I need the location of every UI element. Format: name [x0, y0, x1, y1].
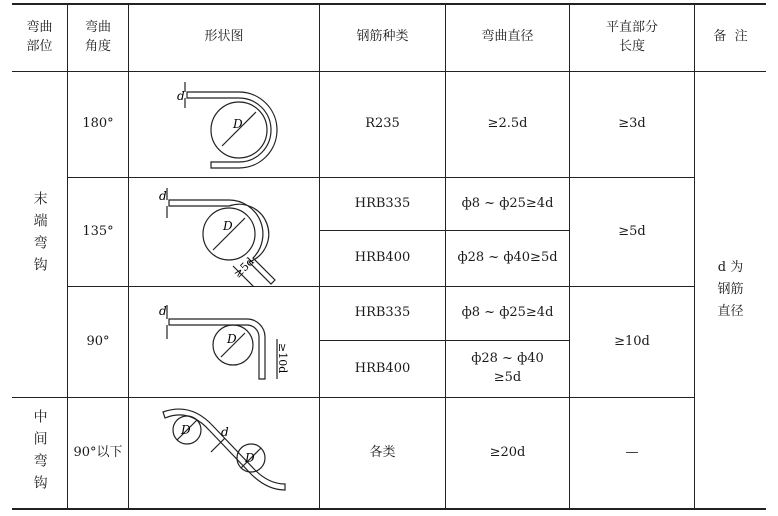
row-straight: — — [625, 444, 639, 460]
row-diameter: ≥2.5d — [487, 116, 528, 132]
row-angle: 90° — [86, 333, 110, 349]
rebar-shape — [169, 319, 265, 379]
row-diameter: ≥20d — [489, 444, 526, 460]
header-straight: 平直部分 长度 — [605, 19, 658, 54]
row-steel: R235 — [365, 116, 400, 132]
group-end-hook: 末端弯钩 — [31, 190, 48, 279]
row-diameter: ф8 ~ ф25≥4d — [461, 195, 554, 211]
row-steel: HRB335 — [354, 195, 411, 211]
row-straight: ≥3d — [618, 116, 646, 132]
label-d: d — [159, 304, 167, 318]
rebar-shape — [169, 200, 275, 284]
hook-90-diagram — [129, 287, 319, 397]
row-angle: 135° — [82, 223, 114, 239]
row-steel: HRB400 — [354, 250, 411, 266]
label-D: D — [227, 332, 237, 346]
label-D: D — [245, 451, 255, 465]
row-steel: HRB400 — [354, 360, 411, 376]
row-steel: 各类 — [369, 444, 396, 460]
header-shape: 形状图 — [204, 29, 244, 45]
hook-135-diagram — [129, 178, 319, 286]
header-diameter: 弯曲直径 — [481, 29, 534, 45]
middle-bend-diagram — [129, 398, 319, 508]
header-position: 弯曲 部位 — [26, 19, 53, 54]
label-d: d — [221, 425, 229, 439]
table-bottom-border — [12, 508, 766, 510]
header-angle: 弯曲 角度 — [84, 19, 111, 54]
label-d: d — [177, 89, 185, 103]
group-end-hook-cell — [12, 72, 67, 397]
row-angle: 90°以下 — [73, 444, 123, 460]
row-diameter: ф8 ~ ф25≥4d — [461, 305, 554, 321]
row-angle: 180° — [82, 116, 114, 132]
header-note: 备 注 — [713, 29, 748, 45]
label-5d: ≥5d — [231, 254, 257, 281]
header-steel: 钢筋种类 — [356, 29, 409, 45]
group-middle-bend-cell — [12, 398, 67, 508]
label-D: D — [233, 117, 243, 131]
label-d: d — [159, 189, 167, 203]
note-text: d 为 钢筋 直径 — [717, 259, 744, 320]
rebar-shape — [163, 409, 285, 490]
row-diameter: ф28 ~ ф40≥5d — [457, 250, 558, 266]
row-steel: HRB335 — [354, 305, 411, 321]
row-straight: ≥10d — [614, 333, 650, 349]
label-D: D — [181, 423, 191, 437]
label-10d: ≥10d — [276, 343, 289, 374]
group-middle-bend: 中间弯钩 — [31, 409, 48, 497]
row-diameter: ф28 ~ ф40 ≥5d — [471, 351, 544, 385]
row-straight: ≥5d — [618, 223, 646, 239]
label-D: D — [223, 219, 233, 233]
hook-180-diagram — [129, 72, 319, 177]
